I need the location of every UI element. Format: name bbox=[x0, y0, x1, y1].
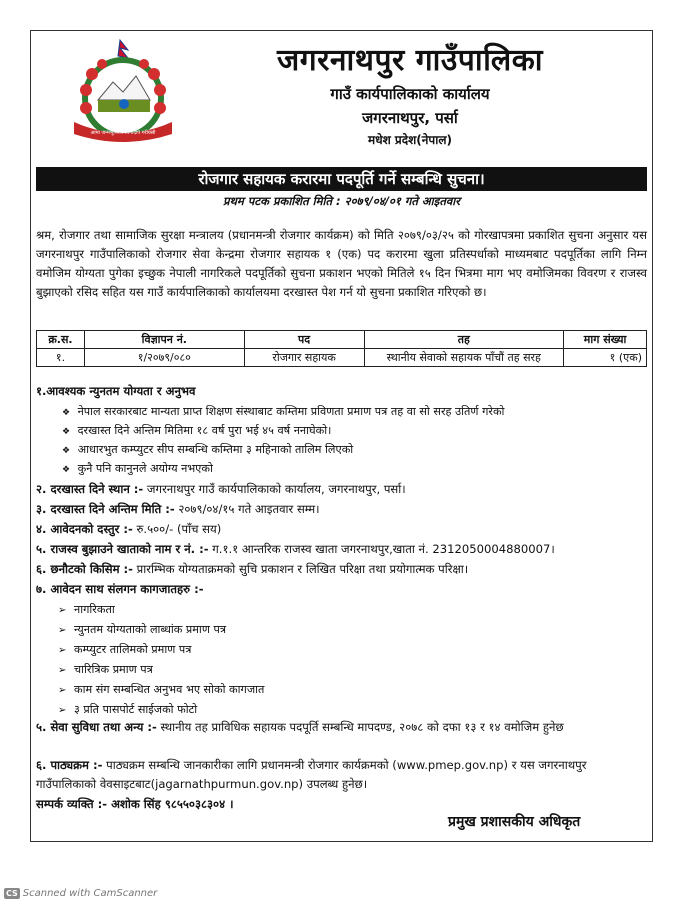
arrow-bullet-icon: ➢ bbox=[58, 665, 67, 676]
contact-person: सम्पर्क व्यक्ति :- अशोक सिंह ९८५५०३८३०४ । bbox=[36, 797, 234, 811]
nepal-emblem-icon bbox=[58, 38, 188, 148]
list-item: ❖ दरखास्त दिने अन्तिम मितिमा १८ वर्ष पुरा भई ४५ वर्ष ननाघेको। bbox=[62, 424, 332, 437]
table-header-cell: माग संख्या bbox=[564, 331, 647, 349]
vacancy-table bbox=[36, 330, 647, 367]
diamond-bullet-icon: ❖ bbox=[62, 427, 71, 437]
section-fee: ४. आवेदनको दस्तुर :- रु.५००/- (पाँच सय) bbox=[36, 522, 222, 536]
signature-title: प्रमुख प्रशासकीय अधिकृत bbox=[448, 814, 581, 830]
list-item: ➢ चारित्रिक प्रमाण पत्र bbox=[58, 663, 153, 676]
diamond-bullet-icon: ❖ bbox=[62, 465, 71, 475]
table-header-cell: क्र.स. bbox=[37, 331, 85, 349]
section-syllabus: ६. पाठ्यक्रम :- पाठ्यक्रम सम्बन्धि जानकारीका लागि प्रधानमन्त्री रोजगार कार्यक्रमको (www.pmep.gov.np) र यस जगरनाथपुर गाउँपालिकाको वेवसाइटबाट(jagarnathpurmun.gov.np) उपलब्ध हुनेछ। bbox=[36, 758, 587, 791]
section-revenue-account: ५. राजस्व बुझाउने खाताको नाम र नं. :- ग.१.१ आन्तरिक राजस्व खाता जगरनाथपुर,खाता नं. 2312050004880007। bbox=[36, 542, 555, 556]
table-header-cell: तह bbox=[364, 331, 564, 349]
emblem-motto: आमा जन्मभूमिश्च स्वर्गादपि गरीयसी bbox=[90, 130, 156, 136]
office-name: गाउँ कार्यपालिकाको कार्यालय bbox=[330, 85, 490, 103]
table-cell: रोजगार सहायक bbox=[244, 349, 364, 367]
watermark-text: Scanned with CamScanner bbox=[22, 888, 158, 899]
table-header-cell: पद bbox=[244, 331, 364, 349]
section-qualification-title: १.आवश्यक न्युनतम योग्यता र अनुभव bbox=[36, 384, 196, 398]
list-item: ➢ न्युनतम योग्यताको लाब्धांक प्रमाण पत्र bbox=[58, 623, 227, 636]
section-facilities: ५. सेवा सुविधा तथा अन्य :- स्थानीय तह प्राविधिक सहायक पदपूर्ति सम्बन्धि मापदण्ड, २०७८ को दफा १३ र १४ वमोजिम हुनेछ bbox=[36, 720, 564, 734]
table-cell: १. bbox=[37, 349, 85, 367]
section-documents-title: ७. आवेदन साथ संलगन कागजातहरु :- bbox=[36, 582, 204, 596]
section-selection-method: ६. छनौटको किसिम :- प्रारम्भिक योग्यताक्रमको सुचि प्रकाशन र लिखित परिक्षा तथा प्रयोगात्मक परिक्षा। bbox=[36, 562, 469, 576]
table-header-row bbox=[37, 331, 647, 349]
list-item: ➢ ३ प्रति पासपोर्ट साईजको फोटो bbox=[58, 703, 198, 716]
scanner-watermark bbox=[4, 888, 157, 899]
list-item: ❖ आधारभुत कम्प्युटर सीप सम्बन्धि कम्तिमा ३ महिनाको तालिम लिएको bbox=[62, 443, 354, 456]
list-item: ❖ नेपाल सरकारबाट मान्यता प्राप्त शिक्षण संस्थाबाट कम्तिमा प्रविणता प्रमाण पत्र तह वा सो सरह उतिर्ण गरेको bbox=[62, 405, 505, 418]
camscanner-logo-icon: CS bbox=[6, 889, 18, 898]
province-name: मधेश प्रदेश(नेपाल) bbox=[368, 133, 452, 147]
list-item: ❖ कुनै पनि कानुनले अयोग्य नभएको bbox=[62, 462, 213, 475]
list-item: ➢ काम संग सम्बन्धित अनुभव भए सोको कागजात bbox=[58, 683, 265, 696]
diamond-bullet-icon: ❖ bbox=[62, 446, 71, 456]
table-cell: १/२०७९/०८० bbox=[84, 349, 244, 367]
arrow-bullet-icon: ➢ bbox=[58, 685, 67, 696]
arrow-bullet-icon: ➢ bbox=[58, 645, 67, 656]
arrow-bullet-icon: ➢ bbox=[58, 605, 67, 616]
section-deadline: ३. दरखास्त दिने अन्तिम मिति :- २०७९/०४/१५ गते आइतवार सम्म। bbox=[36, 502, 320, 516]
table-cell: १ (एक) bbox=[564, 349, 647, 367]
list-item: ➢ कम्प्युटर तालिमको प्रमाण पत्र bbox=[58, 643, 192, 656]
table-header-cell: विज्ञापन नं. bbox=[84, 331, 244, 349]
diamond-bullet-icon: ❖ bbox=[62, 408, 71, 418]
list-item: ➢ नागरिकता bbox=[58, 603, 115, 616]
arrow-bullet-icon: ➢ bbox=[58, 705, 67, 716]
table-row bbox=[37, 349, 647, 367]
notice-title-banner: रोजगार सहायक करारमा पदपूर्ति गर्ने सम्बन्धि सुचना। bbox=[36, 167, 647, 191]
org-name: जगरनाथपुर गाउँपालिका bbox=[276, 43, 544, 78]
office-location: जगरनाथपुर, पर्सा bbox=[362, 109, 458, 127]
published-date: प्रथम पटक प्रकाशित मिति : २०७९/०४/०१ गते आइतवार bbox=[223, 194, 460, 208]
arrow-bullet-icon: ➢ bbox=[58, 625, 67, 636]
section-application-place: २. दरखास्त दिने स्थान :- जगरनाथपुर गाउँ कार्यपालिकाको कार्यालय, जगरनाथपुर, पर्सा। bbox=[36, 482, 406, 496]
table-cell: स्थानीय सेवाको सहायक पाँचौं तह सरह bbox=[364, 349, 564, 367]
intro-paragraph: श्रम, रोजगार तथा सामाजिक सुरक्षा मन्त्रालय (प्रधानमन्त्री रोजगार कार्यक्रम) को मिति २०७९/०३/२५ को गोरखापत्रमा प्रकाशित सुचना अनुसार यस जगरनाथपुर गाउँपालिकाको रोजगार सेवा केन्द्रमा रोजगार सहायक १ (एक) पद करारमा खुला प्रतिस्पर्धाको माध्यमबाट पदपूर्तिका लागि निम्न वमोजिम योग्यता पुगेका इच्छुक नेपाली नागरिकले पदपूर्तिको सुचना प्रकाशन भएको मितिले १५ दिन भित्रमा माग भए वमोजिमका विवरण र राजस्व बुझाएको रसिद सहित यस गाउँ कार्यपालिकाको कार्यालयमा दरखास्त पेश गर्न यो सुचना प्रकाशित गरिएको छ। bbox=[36, 228, 647, 299]
